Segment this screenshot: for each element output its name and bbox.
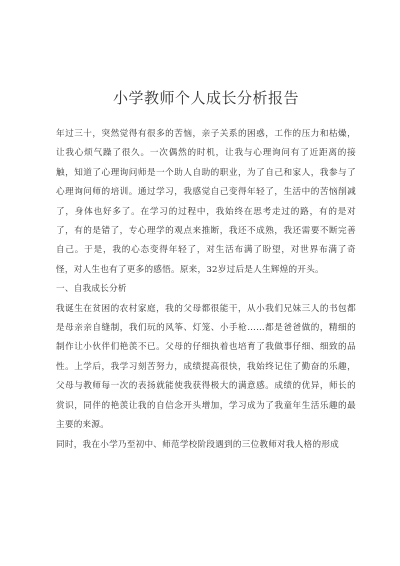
document-title: 小学教师个人成长分析报告 [112, 89, 299, 107]
paragraph-background: 我诞生在贫困的农村家庭，我的父母都很能干，从小我们兄妹三人的书包都是母亲亲自缝制，我们玩的风筝、灯笼、小手枪……都是爸爸做的，精细的制作让小伙伴们艳羡不已。父母的仔细执着也培育了我做事仔细、细致的品性。上学后，我学习刻苦努力，成绩提高很快，我始终记住了勤奋的乐趣，父母与教师每一次的表扬就能使我获得极大的满意感。成绩的优异，师长的赏识，同伴的艳羡让我的自信念开头增加，学习成为了我童年生活乐趣的最主要的来源。 [56, 303, 356, 431]
paragraph-intro: 年过三十，突然觉得有很多的苦恼，亲子关系的困惑，工作的压力和枯燥，让我心烦气躁了很久。一次偶然的时机，让我与心理询问有了近距离的接触，知道了心理询问师是一个助人自助的职业，为了自己和家人，我参与了心理询问师的培训。通过学习，我感觉自己变得年轻了，生活中的苦恼削减了，身体也好多了。在学习的过程中，我始终在思考走过的路，有的是对了，有的是错了，专心理学的观点来推断，我还不成熟，我还需要不断完善自己。于是，我的心态变得年轻了，对生活布满了盼望，对世界布满了奇怪，对人生也有了更多的感悟。原来，32岁过后是人生辉煌的开头。 [56, 129, 356, 275]
section-heading-self-growth: 一、自我成长分析 [56, 284, 127, 295]
paragraph-teachers: 同时，我在小学乃至初中、师范学校阶段遇到的三位教师对我人格的形成 [56, 439, 340, 450]
